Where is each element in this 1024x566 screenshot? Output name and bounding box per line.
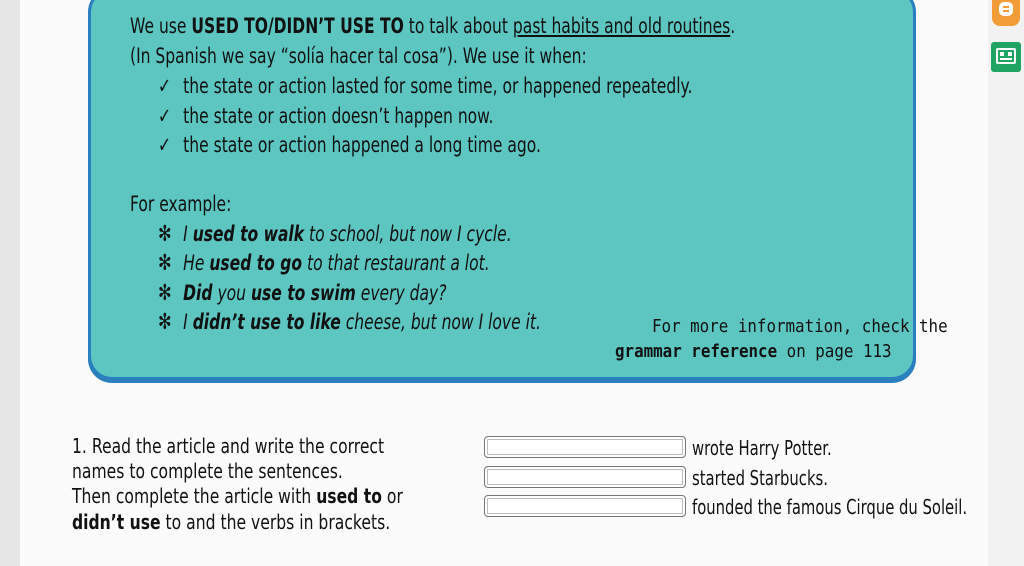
reference-line-2 xyxy=(615,341,892,362)
use-item-1 xyxy=(158,74,692,98)
example-text: to school, but now I cycle. xyxy=(304,222,512,246)
exercise-line-1: 1. Read the article and write the correct xyxy=(72,434,385,458)
use-text: the state or action lasted for some time, or happened repeatedly. xyxy=(183,74,693,98)
example-1 xyxy=(158,222,512,247)
example-bold: Did xyxy=(183,281,213,305)
example-4 xyxy=(158,310,541,335)
example-bold: used to walk xyxy=(192,222,305,246)
star-icon: ✻ xyxy=(158,222,172,247)
example-text: I xyxy=(183,222,193,246)
example-text: I xyxy=(183,310,193,334)
intro-text-2: to talk about xyxy=(403,14,513,38)
check-icon: ✓ xyxy=(158,74,172,98)
star-icon: ✻ xyxy=(158,281,172,306)
star-icon: ✻ xyxy=(158,310,172,335)
exercise-bold: used to xyxy=(316,484,382,508)
name-answer-box-2[interactable] xyxy=(484,466,686,488)
exercise-line-3 xyxy=(72,484,403,508)
exercise-text: or xyxy=(381,484,403,508)
intro-term: USED TO/DIDN’T USE TO xyxy=(191,14,404,38)
example-bold: didn’t use to like xyxy=(192,310,341,334)
intro-line xyxy=(130,14,735,38)
exercise-line-2: names to complete the sentences. xyxy=(72,459,343,483)
reference-line-1: For more information, check the xyxy=(652,316,948,337)
reference-page: on page 113 xyxy=(777,341,892,362)
intro-text: We use xyxy=(130,14,192,38)
exercise-bold: didn’t use xyxy=(72,510,161,534)
example-text: every day? xyxy=(355,281,447,305)
reference-bold: grammar reference xyxy=(615,341,778,362)
use-item-2 xyxy=(158,104,493,128)
example-2 xyxy=(158,251,490,276)
spanish-note: (In Spanish we say “solía hacer tal cosa”). We use it when: xyxy=(130,44,587,68)
check-icon: ✓ xyxy=(158,104,172,128)
blank-sentence-3: founded the famous Cirque du Soleil. xyxy=(692,495,968,519)
use-text: the state or action doesn’t happen now. xyxy=(183,104,494,128)
check-icon: ✓ xyxy=(158,133,172,157)
example-bold: used to go xyxy=(209,251,303,275)
example-heading: For example: xyxy=(130,192,232,216)
example-text: cheese, but now I love it. xyxy=(340,310,541,334)
intro-end: . xyxy=(730,14,736,38)
intro-topic: past habits and old routines xyxy=(512,14,731,38)
exercise-text: Then complete the article with xyxy=(72,484,317,508)
example-bold: use to swim xyxy=(250,281,356,305)
use-item-3 xyxy=(158,133,541,157)
star-icon: ✻ xyxy=(158,251,172,276)
bookmark-icon[interactable] xyxy=(992,0,1020,26)
example-text: to that restaurant a lot. xyxy=(302,251,490,275)
example-text: you xyxy=(212,281,251,305)
name-answer-box-3[interactable] xyxy=(484,495,686,517)
use-text: the state or action happened a long time ago. xyxy=(183,133,541,157)
exercise-text: to and the verbs in brackets. xyxy=(160,510,391,534)
blank-sentence-2: started Starbucks. xyxy=(692,466,828,490)
example-text: He xyxy=(183,251,210,275)
example-3 xyxy=(158,281,446,306)
name-answer-box-1[interactable] xyxy=(484,436,686,458)
blank-sentence-1: wrote Harry Potter. xyxy=(692,436,832,460)
classroom-icon[interactable] xyxy=(991,42,1021,72)
side-toolbar xyxy=(988,0,1024,566)
exercise-line-4 xyxy=(72,510,390,534)
